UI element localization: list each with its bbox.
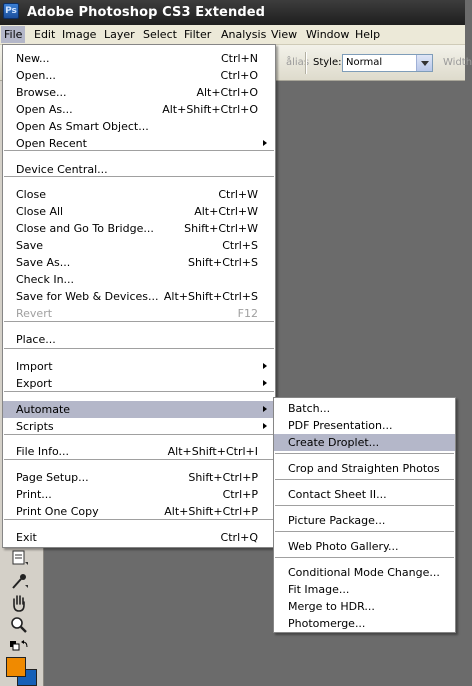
automate-menu-item-photomerge[interactable] (274, 615, 455, 632)
menu-view[interactable]: View (271, 28, 298, 41)
automate-menu-item-create-droplet[interactable] (274, 434, 455, 451)
style-select-value: Normal (346, 57, 383, 68)
menu-item-shortcut: Alt+Shift+Ctrl+I (167, 445, 258, 458)
file-menu-item-exit[interactable] (3, 529, 275, 546)
notes-tool-icon[interactable] (8, 548, 30, 568)
file-menu-item-open-recent[interactable] (3, 135, 275, 152)
menu-item-label: Close All (16, 205, 64, 218)
automate-submenu (273, 397, 456, 633)
menu-separator (275, 531, 454, 533)
menu-item-label: Scripts (16, 420, 54, 433)
hand-tool-icon[interactable] (8, 593, 30, 613)
file-menu-item-new[interactable] (3, 50, 275, 67)
submenu-arrow-icon (263, 380, 267, 386)
menu-item-label: Batch... (288, 402, 331, 415)
file-menu-item-automate[interactable] (3, 401, 275, 418)
menu-item-shortcut: Shift+Ctrl+W (184, 222, 258, 235)
file-menu-item-open[interactable] (3, 67, 275, 84)
menu-separator (275, 479, 454, 481)
menu-item-shortcut: Ctrl+W (218, 188, 258, 201)
menu-window[interactable]: Window (306, 28, 350, 41)
file-menu-item-file-info[interactable] (3, 443, 275, 460)
menu-item-shortcut: Alt+Ctrl+O (196, 86, 258, 99)
file-menu-item-save-for-web-and-devices[interactable] (3, 288, 275, 305)
menu-item-label: Import (16, 360, 53, 373)
menu-item-label: Print One Copy (16, 505, 99, 518)
menu-analysis[interactable]: Analysis (221, 28, 267, 41)
menu-select[interactable]: Select (143, 28, 177, 41)
menu-item-label: Merge to HDR... (288, 600, 375, 613)
menu-bar (0, 25, 465, 45)
menu-item-label: Open... (16, 69, 56, 82)
title-bar (0, 0, 465, 25)
automate-menu-item-conditional-mode-change[interactable] (274, 564, 455, 581)
file-menu-item-place[interactable] (3, 331, 275, 348)
menu-item-shortcut: Alt+Ctrl+W (194, 205, 258, 218)
file-menu-item-close[interactable] (3, 186, 275, 203)
menu-item-label: Save for Web & Devices... (16, 290, 159, 303)
menu-item-label: New... (16, 52, 50, 65)
menu-item-label: Open As... (16, 103, 73, 116)
photoshop-app-icon[interactable]: Ps (3, 3, 19, 19)
menu-item-label: Create Droplet... (288, 436, 380, 449)
menu-item-label: Place... (16, 333, 56, 346)
menu-item-shortcut: Ctrl+O (220, 69, 258, 82)
menu-separator (275, 557, 454, 559)
menu-item-label: Crop and Straighten Photos (288, 462, 440, 475)
menu-item-label: Save (16, 239, 44, 252)
zoom-tool-icon[interactable] (8, 615, 30, 635)
automate-menu-item-contact-sheet-ii[interactable] (274, 486, 455, 503)
file-menu-item-print[interactable] (3, 486, 275, 503)
automate-menu-item-web-photo-gallery[interactable] (274, 538, 455, 555)
menu-help[interactable]: Help (355, 28, 381, 41)
file-menu-item-save-as[interactable] (3, 254, 275, 271)
file-menu-item-device-central[interactable] (3, 161, 275, 178)
file-menu-item-print-one-copy[interactable] (3, 503, 275, 520)
menu-item-label: Open Recent (16, 137, 87, 150)
menu-item-label: Automate (16, 403, 71, 416)
submenu-arrow-icon (263, 363, 267, 369)
menu-file[interactable]: File (1, 26, 25, 43)
file-menu-item-revert (3, 305, 275, 322)
file-menu-item-import[interactable] (3, 358, 275, 375)
menu-item-label: Save As... (16, 256, 71, 269)
menu-item-label: PDF Presentation... (288, 419, 393, 432)
submenu-arrow-icon (263, 140, 267, 146)
menu-item-label: File Info... (16, 445, 70, 458)
menu-item-label: Close and Go To Bridge... (16, 222, 154, 235)
style-select[interactable] (342, 54, 433, 72)
automate-menu-item-crop-and-straighten-photos[interactable] (274, 460, 455, 477)
file-menu-item-scripts[interactable] (3, 418, 275, 435)
menu-edit[interactable]: Edit (34, 28, 56, 41)
file-menu-item-page-setup[interactable] (3, 469, 275, 486)
menu-item-label: Photomerge... (288, 617, 366, 630)
submenu-arrow-icon (263, 406, 267, 412)
menu-item-shortcut: Alt+Shift+Ctrl+S (163, 290, 258, 303)
anti-alias-label: ålias (286, 57, 310, 68)
menu-separator (275, 453, 454, 455)
file-menu-item-check-in[interactable] (3, 271, 275, 288)
menu-item-label: Check In... (16, 273, 75, 286)
options-separator (305, 52, 307, 74)
menu-item-shortcut: Alt+Shift+Ctrl+P (164, 505, 258, 518)
menu-item-label: Page Setup... (16, 471, 89, 484)
menu-item-label: Open As Smart Object... (16, 120, 149, 133)
eyedropper-tool-icon[interactable] (8, 571, 30, 591)
menu-item-label: Fit Image... (288, 583, 350, 596)
menu-item-shortcut: F12 (237, 307, 258, 320)
menu-item-label: Conditional Mode Change... (288, 566, 440, 579)
menu-item-shortcut: Ctrl+S (222, 239, 258, 252)
file-menu-item-open-as[interactable] (3, 101, 275, 118)
automate-menu-item-picture-package[interactable] (274, 512, 455, 529)
file-menu-item-save[interactable] (3, 237, 275, 254)
window-title: Adobe Photoshop CS3 Extended (27, 5, 266, 20)
file-menu-item-close-and-go-to-bridge[interactable] (3, 220, 275, 237)
menu-item-shortcut: Alt+Shift+Ctrl+O (162, 103, 258, 116)
chevron-down-icon[interactable] (416, 55, 432, 71)
default-colors-icon[interactable] (8, 638, 30, 658)
submenu-arrow-icon (263, 423, 267, 429)
menu-item-label: Web Photo Gallery... (288, 540, 399, 553)
menu-item-label: Revert (16, 307, 53, 320)
menu-item-shortcut: Shift+Ctrl+P (188, 471, 258, 484)
menu-item-shortcut: Ctrl+P (222, 488, 258, 501)
menu-item-label: Exit (16, 531, 37, 544)
menu-item-shortcut: Shift+Ctrl+S (188, 256, 258, 269)
menu-filter[interactable]: Filter (184, 28, 212, 41)
menu-separator (275, 505, 454, 507)
menu-item-label: Picture Package... (288, 514, 386, 527)
automate-menu-item-pdf-presentation[interactable] (274, 417, 455, 434)
file-menu-item-browse[interactable] (3, 84, 275, 101)
menu-item-label: Close (16, 188, 46, 201)
menu-item-label: Export (16, 377, 53, 390)
menu-item-label: Device Central... (16, 163, 108, 176)
style-label: Style: (313, 57, 342, 68)
file-menu-item-export[interactable] (3, 375, 275, 392)
automate-menu-item-fit-image[interactable] (274, 581, 455, 598)
file-menu (2, 44, 276, 548)
menu-separator (4, 348, 274, 350)
foreground-color-swatch[interactable] (6, 657, 26, 677)
width-label: Width (443, 57, 472, 68)
menu-item-shortcut: Ctrl+Q (220, 531, 258, 544)
file-menu-item-close-all[interactable] (3, 203, 275, 220)
menu-item-label: Contact Sheet II... (288, 488, 387, 501)
menu-item-label: Browse... (16, 86, 67, 99)
file-menu-item-open-as-smart-object[interactable] (3, 118, 275, 135)
automate-menu-item-merge-to-hdr[interactable] (274, 598, 455, 615)
menu-item-label: Print... (16, 488, 52, 501)
automate-menu-item-batch[interactable] (274, 400, 455, 417)
menu-image[interactable]: Image (62, 28, 97, 41)
menu-layer[interactable]: Layer (104, 28, 135, 41)
menu-item-shortcut: Ctrl+N (220, 52, 258, 65)
